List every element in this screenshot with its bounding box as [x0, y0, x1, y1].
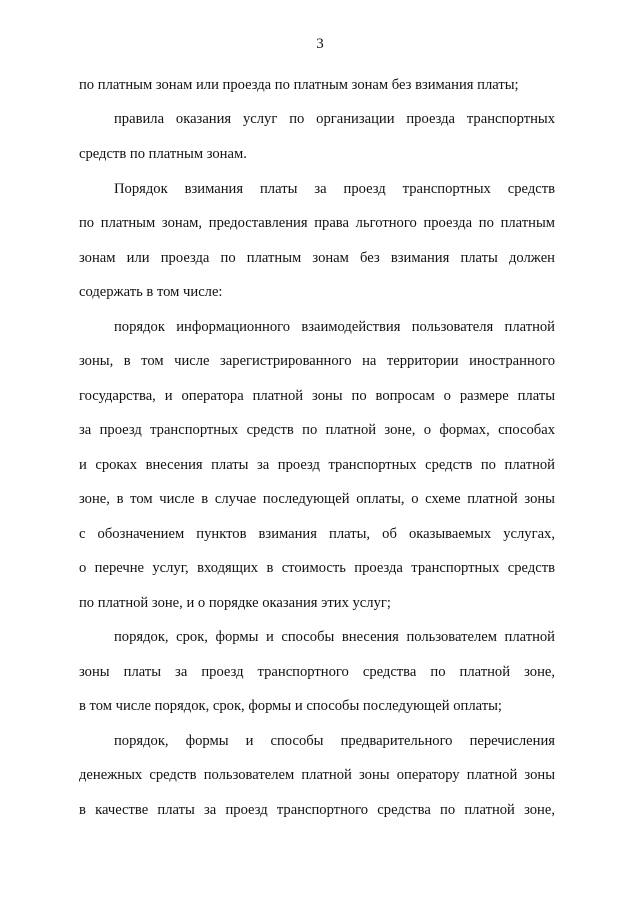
text-line: зонам или проезда по платным зонам без взимания платы должен: [79, 250, 555, 266]
text-line: зоны платы за проезд транспортного средства по платной зоне,: [79, 664, 555, 680]
text-line: государства, и оператора платной зоны по вопросам о размере платы: [79, 388, 555, 404]
text-line: за проезд транспортных средств по платной зоне, о формах, способах: [79, 422, 555, 438]
text-line: Порядок взимания платы за проезд транспортных средств: [114, 181, 555, 197]
text-line: по платным зонам, предоставления права льготного проезда по платным: [79, 215, 555, 231]
text-line: денежных средств пользователем платной зоны оператору платной зоны: [79, 767, 555, 783]
text-line: в том числе порядок, срок, формы и способы последующей оплаты;: [79, 698, 502, 714]
text-line: зоны, в том числе зарегистрированного на территории иностранного: [79, 353, 555, 369]
text-line: зоне, в том числе в случае последующей оплаты, о схеме платной зоны: [79, 491, 555, 507]
text-line: содержать в том числе:: [79, 284, 223, 300]
text-line: порядок, срок, формы и способы внесения пользователем платной: [114, 629, 555, 645]
text-line: с обозначением пунктов взимания платы, об оказываемых услугах,: [79, 526, 555, 542]
text-line: порядок, формы и способы предварительного перечисления: [114, 733, 555, 749]
text-line: по платным зонам или проезда по платным зонам без взимания платы;: [79, 77, 519, 93]
text-line: средств по платным зонам.: [79, 146, 247, 162]
text-line: порядок информационного взаимодействия пользователя платной: [114, 319, 555, 335]
text-line: по платной зоне, и о порядке оказания этих услуг;: [79, 595, 391, 611]
text-line: о перечне услуг, входящих в стоимость проезда транспортных средств: [79, 560, 555, 576]
page-number: 3: [316, 36, 324, 52]
text-line: и сроках внесения платы за проезд транспортных средств по платной: [79, 457, 555, 473]
text-line: в качестве платы за проезд транспортного средства по платной зоне,: [79, 802, 555, 818]
text-line: правила оказания услуг по организации проезда транспортных: [114, 111, 555, 127]
